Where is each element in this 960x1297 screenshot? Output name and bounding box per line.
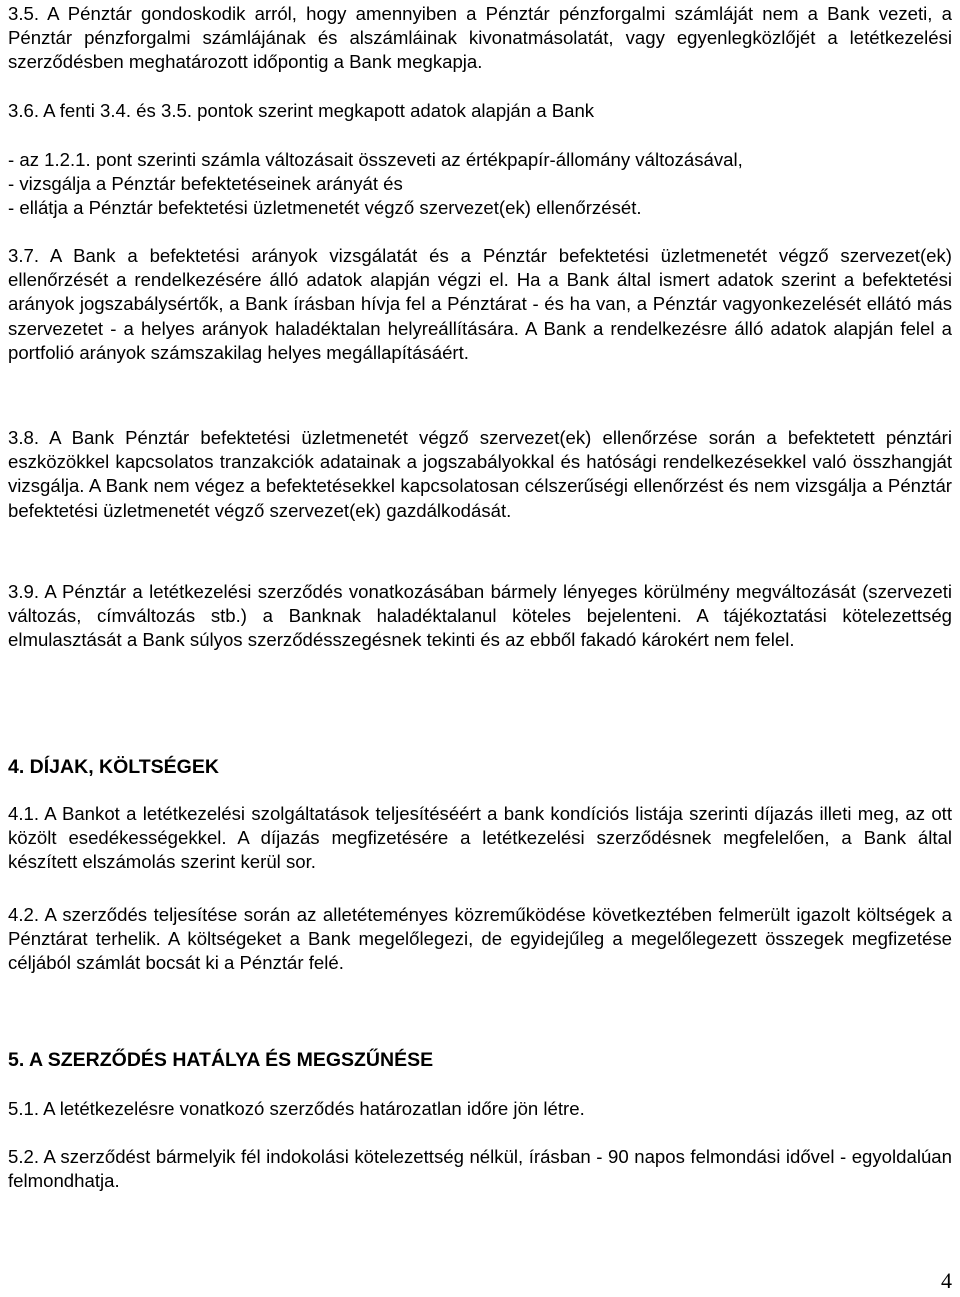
paragraph-5-2: 5.2. A szerződést bármelyik fél indokolási kötelezettség nélkül, írásban - 90 napos felmondási idővel - egyoldalúan felmondhatja.	[8, 1146, 952, 1192]
paragraph-3-7: 3.7. A Bank a befektetési arányok vizsgálatát és a Pénztár befektetési üzletmenetét végző szervezet(ek) ellenőrzését a rendelkezésére álló adatok alapján végzi el. Ha a Bank által ismert adatok szerint a befektetési arányok jogszabálysértők, a Bank írásban hívja fel a Pénztárat - és ha van, a Pénztár vagyonkezelését ellátó más szervezetet - a helyes arányok haladéktalan helyreállítására. A Bank a rendelkezésre álló adatok alapján felel a portfolió arányok számszakilag helyes megállapításáért.	[8, 245, 952, 363]
section-heading-4: 4. DÍJAK, KÖLTSÉGEK	[8, 756, 219, 778]
paragraph-3-6-intro: 3.6. A fenti 3.4. és 3.5. pontok szerint megkapott adatok alapján a Bank	[8, 100, 595, 121]
paragraph-3-8: 3.8. A Bank Pénztár befektetési üzletmenetét végző szervezet(ek) ellenőrzése során a befektetett pénztári eszközökkel kapcsolatos tranzakciók adatainak a jogszabályokkal és hatósági rendelkezésekkel való összhangját vizsgálja. A Bank nem végez a befektetésekkel kapcsolatosan célszerűségi ellenőrzést és nem vizsgálja a Pénztár befektetési üzletmenetét végző szervezet(ek) gazdálkodását.	[8, 427, 952, 521]
paragraph-3-6-list	[8, 148, 952, 221]
paragraph-4-2: 4.2. A szerződés teljesítése során az alletéteményes közreműködése következtében felmerült igazolt költségek a Pénztárat terhelik. A költségeket a Bank megelőlegezi, de egyidejűleg a megelőlegezett összegek megfizetése céljából számlát bocsát ki a Pénztár felé.	[8, 904, 952, 974]
paragraph-5-1: 5.1. A letétkezelésre vonatkozó szerződés határozatlan időre jön létre.	[8, 1098, 585, 1119]
paragraph-4-1: 4.1. A Bankot a letétkezelési szolgáltatások teljesítéséért a bank kondíciós listája szerinti díjazás illeti meg, az ott közölt esedékességekkel. A díjazás megfizetésére a letétkezelési szerződésnek megfelelően, a Bank által készített elszámolás szerint kerül sor.	[8, 803, 952, 873]
list-item: - ellátja a Pénztár befektetési üzletmenetét végző szervezet(ek) ellenőrzését.	[8, 197, 642, 219]
page-number: 4	[941, 1268, 952, 1293]
paragraph-3-9: 3.9. A Pénztár a letétkezelési szerződés vonatkozásában bármely lényeges körülmény megváltozását (szervezeti változás, címváltozás stb.) a Banknak haladéktalanul köteles bejelenteni. A tájékoztatási kötelezettség elmulasztását a Bank súlyos szerződésszegésnek tekinti és az ebből fakadó károkért nem felel.	[8, 581, 952, 651]
paragraph-3-5: 3.5. A Pénztár gondoskodik arról, hogy amennyiben a Pénztár pénzforgalmi számláját nem a Bank vezeti, a Pénztár pénzforgalmi számlájának és alszámláinak kivonatmásolatát, vagy egyenlegközlőjét a letétkezelési szerződésben meghatározott időpontig a Bank megkapja.	[8, 3, 952, 73]
list-item: - vizsgálja a Pénztár befektetéseinek arányát és	[8, 173, 403, 195]
section-heading-5: 5. A SZERZŐDÉS HATÁLYA ÉS MEGSZŰNÉSE	[8, 1049, 434, 1071]
list-item: - az 1.2.1. pont szerinti számla változásait összeveti az értékpapír-állomány változásával,	[8, 149, 743, 170]
